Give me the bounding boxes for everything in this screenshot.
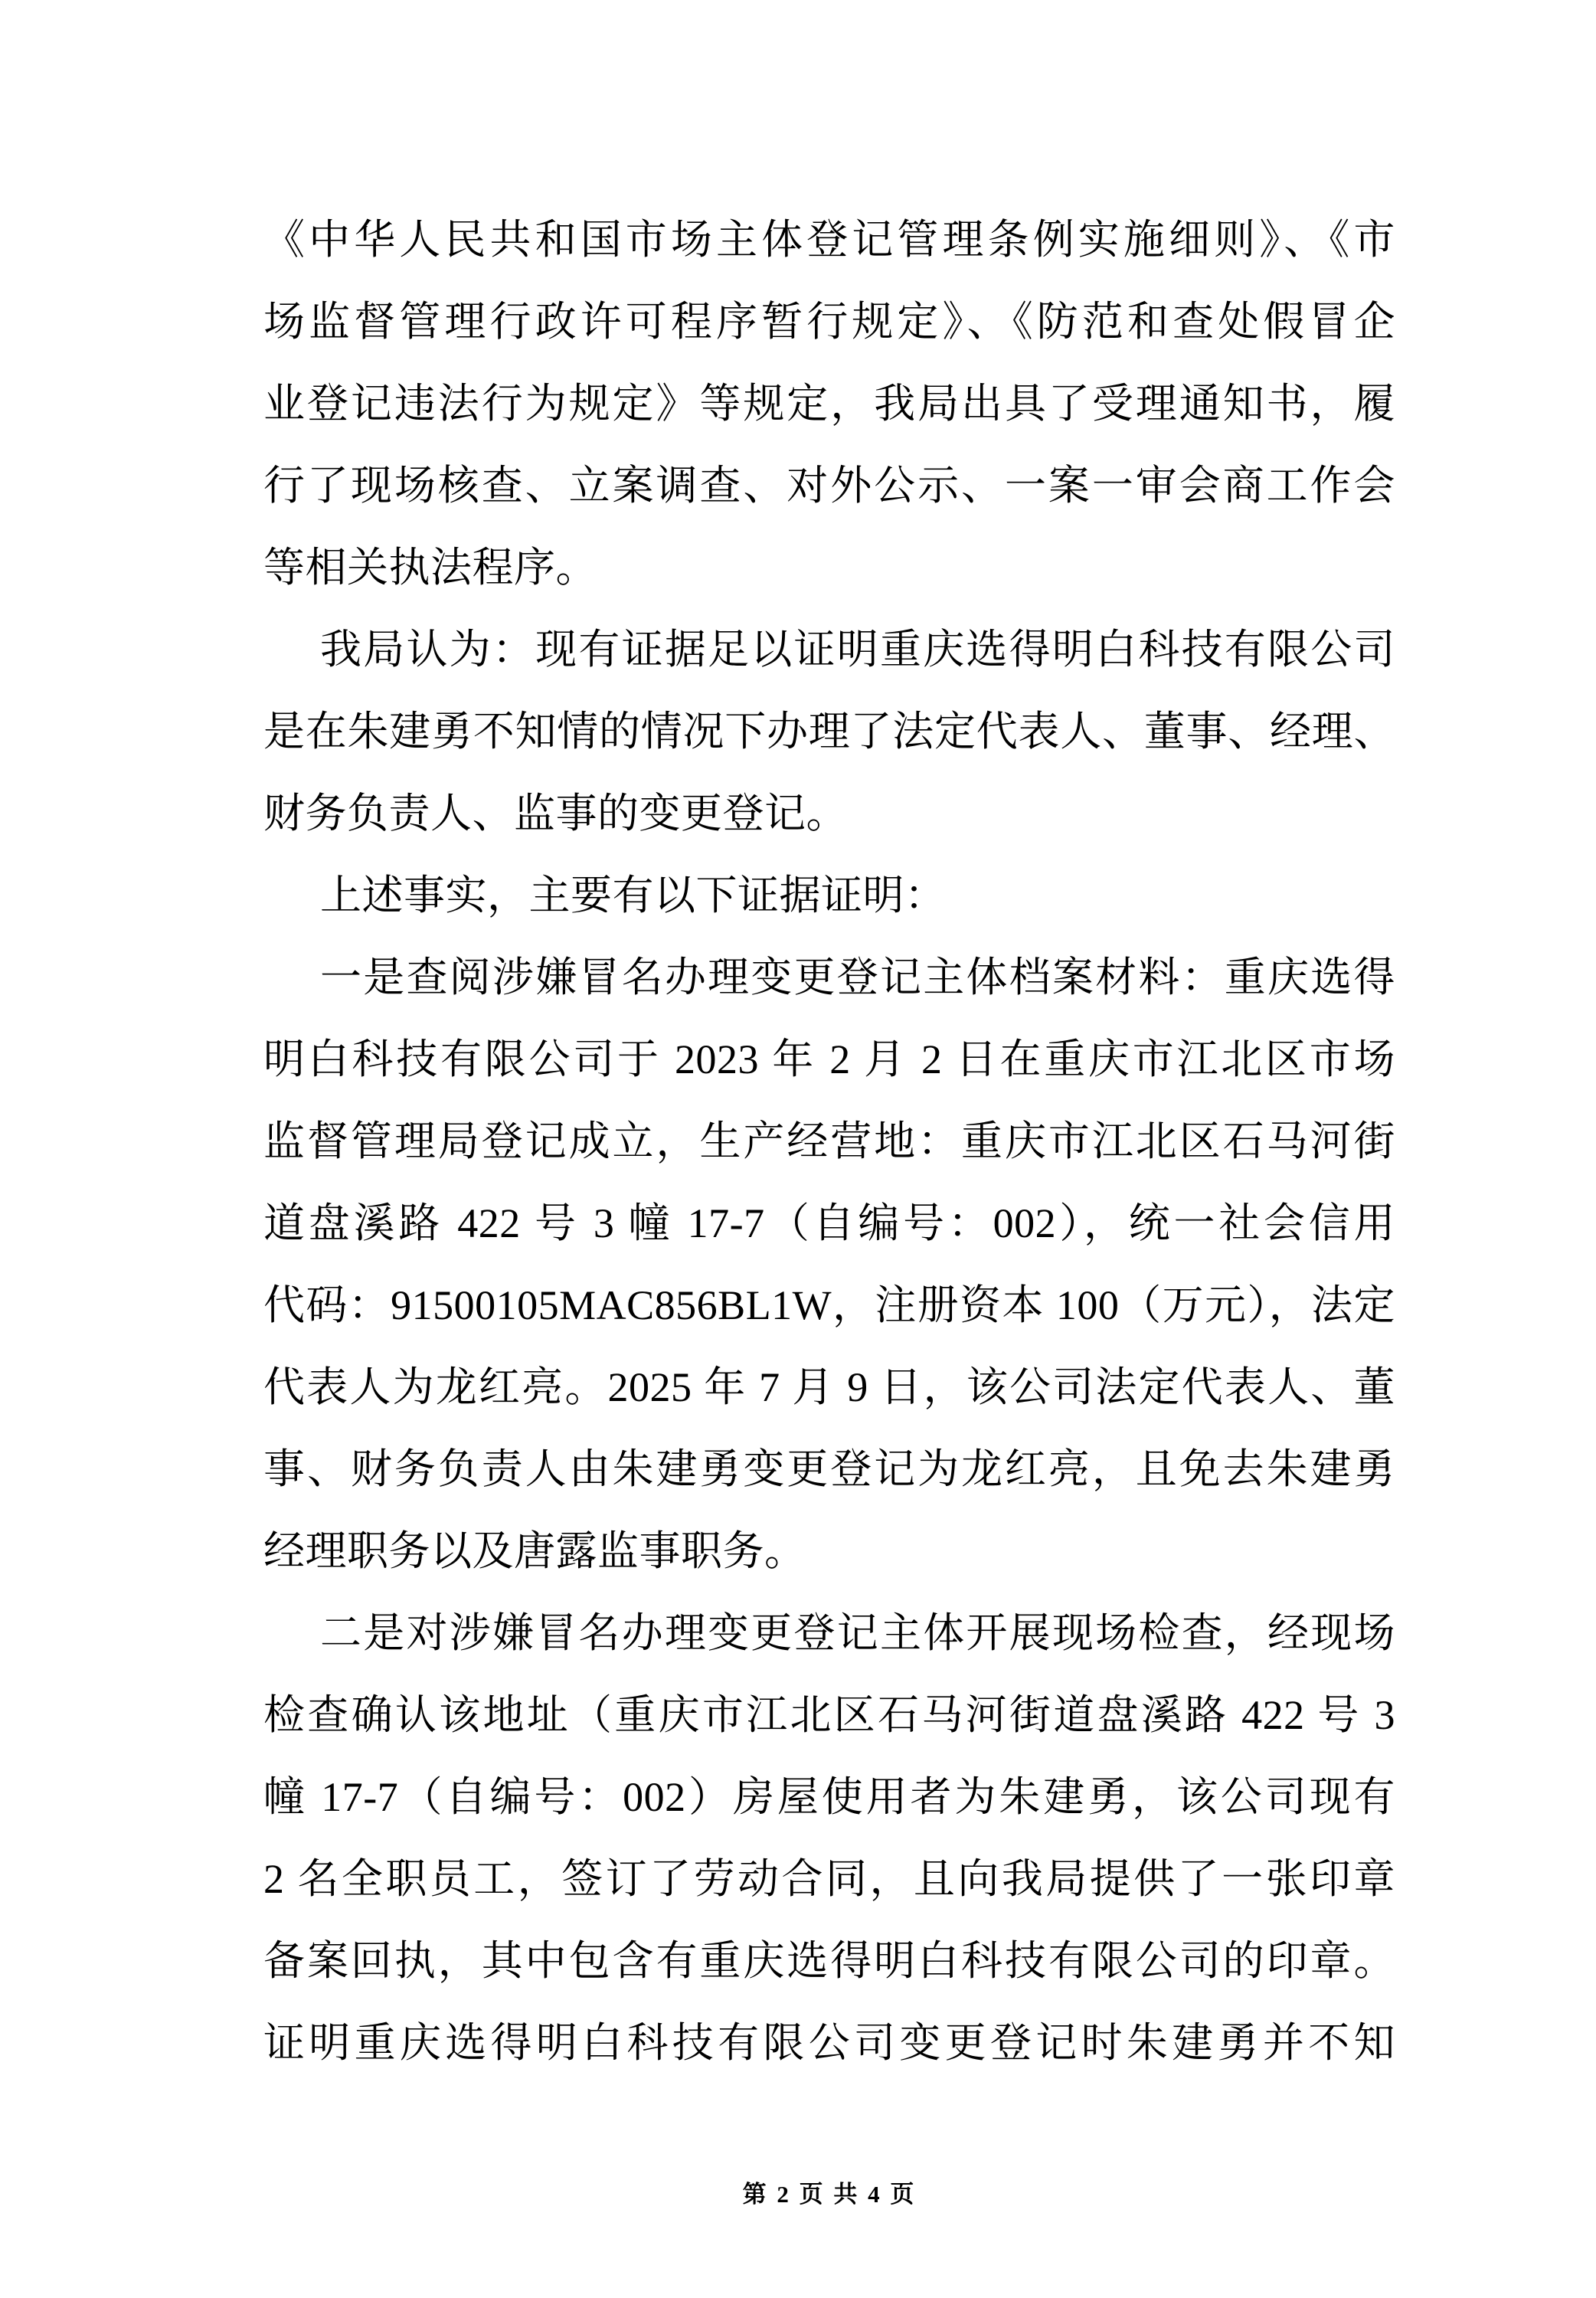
document-line: 代表人为龙红亮。2025 年 7 月 9 日，该公司法定代表人、董 bbox=[263, 1364, 1395, 1410]
page-footer bbox=[263, 2179, 1395, 2210]
document-line: 财务负责人、监事的变更登记。 bbox=[263, 791, 848, 836]
document-line: 监督管理局登记成立，生产经营地：重庆市江北区石马河街 bbox=[263, 1118, 1395, 1164]
document-line: 一是查阅涉嫌冒名办理变更登记主体档案材料：重庆选得 bbox=[320, 954, 1395, 1000]
document-line: 场监督管理行政许可程序暂行规定》、《防范和查处假冒企 bbox=[263, 299, 1395, 345]
document-line: 幢 17-7（自编号：002）房屋使用者为朱建勇，该公司现有 bbox=[263, 1774, 1395, 1820]
document-line: 业登记违法行为规定》等规定，我局出具了受理通知书，履 bbox=[263, 381, 1395, 427]
document-line: 证明重庆选得明白科技有限公司变更登记时朱建勇并不知 bbox=[263, 2020, 1395, 2066]
document-line: 2 名全职员工，签订了劳动合同，且向我局提供了一张印章 bbox=[263, 1856, 1395, 1902]
document-line: 明白科技有限公司于 2023 年 2 月 2 日在重庆市江北区市场 bbox=[263, 1036, 1395, 1082]
document-line: 经理职务以及唐露监事职务。 bbox=[263, 1528, 806, 1574]
document-line: 检查确认该地址（重庆市江北区石马河街道盘溪路 422 号 3 bbox=[263, 1692, 1395, 1738]
document-line: 我局认为：现有证据足以证明重庆选得明白科技有限公司 bbox=[320, 627, 1395, 673]
document-line: 行了现场核查、立案调查、对外公示、一案一审会商工作会 bbox=[263, 463, 1395, 509]
document-line: 《中华人民共和国市场主体登记管理条例实施细则》、《市 bbox=[263, 217, 1395, 263]
document-line: 道盘溪路 422 号 3 幢 17-7（自编号：002），统一社会信用 bbox=[263, 1200, 1395, 1246]
document-body bbox=[263, 199, 1395, 2084]
document-line: 上述事实，主要有以下证据证明： bbox=[320, 872, 947, 918]
document-line: 等相关执法程序。 bbox=[263, 545, 597, 591]
document-line: 是在朱建勇不知情的情况下办理了法定代表人、董事、经理、 bbox=[263, 709, 1395, 755]
document-line: 二是对涉嫌冒名办理变更登记主体开展现场检查，经现场 bbox=[320, 1610, 1395, 1656]
document-line: 代码：91500105MAC856BL1W，注册资本 100（万元），法定 bbox=[263, 1282, 1395, 1328]
page-number-label: 第 2 页 共 4 页 bbox=[742, 2181, 917, 2208]
document-line: 事、财务负责人由朱建勇变更登记为龙红亮，且免去朱建勇 bbox=[263, 1446, 1395, 1492]
document-line: 备案回执，其中包含有重庆选得明白科技有限公司的印章。 bbox=[263, 1938, 1395, 1984]
